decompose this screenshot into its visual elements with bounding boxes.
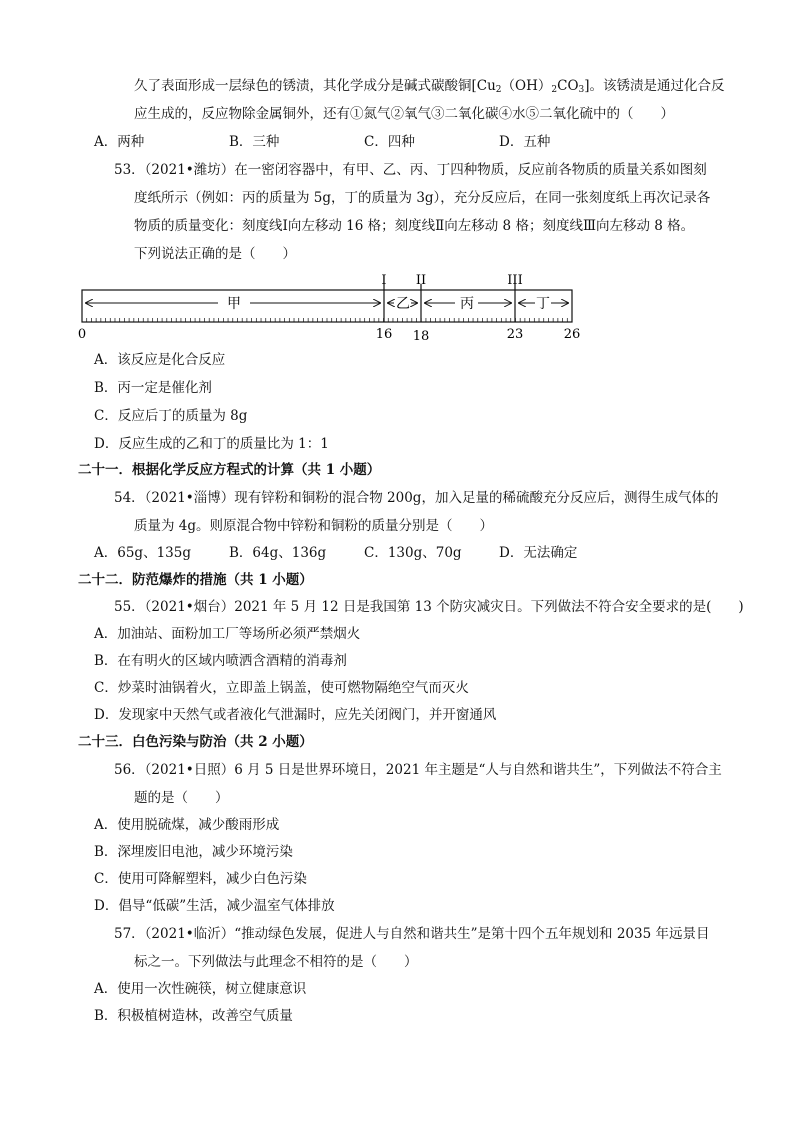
q54-line1: 54．（2021•淄博）现有锌粉和铜粉的混合物 200g，加入足量的稀硫酸充分反应后，测得生成气体的 — [114, 490, 719, 506]
q52-option-a: A．两种 — [94, 134, 145, 150]
segment-jia-label: 甲 — [227, 296, 241, 312]
segment-bing-label: 丙 — [460, 296, 474, 312]
q56-option-c: C．使用可降解塑料，减少白色污染 — [94, 871, 307, 887]
q56-line1: 56．（2021•日照）6 月 5 日是世界环境日，2021 年主题是“人与自然和谐共生”，下列做法不符合主 — [114, 762, 722, 778]
q54-option-c: C．130g、70g — [364, 545, 462, 561]
q55-option-c: C．炒菜时油锅着火，立即盖上锅盖，使可燃物隔绝空气而灭火 — [94, 680, 469, 696]
q53-option-b: B．丙一定是催化剂 — [94, 380, 212, 396]
q53-line2: 度纸所示（例如：丙的质量为 5g，丁的质量为 3g），充分反应后，在同一张刻度纸上再次记录各 — [134, 190, 711, 206]
segment-yi-label: 乙 — [396, 296, 410, 312]
tick-16: 16 — [375, 327, 393, 342]
section-23-heading: 二十三．白色污染与防治（共 2 小题） — [78, 734, 313, 750]
q53-option-a: A．该反应是化合反应 — [94, 352, 226, 368]
q53-option-c: C．反应后丁的质量为 8g — [94, 408, 248, 424]
section-21-heading: 二十一．根据化学反应方程式的计算（共 1 小题） — [78, 462, 381, 478]
q53-line4: 下列说法正确的是（ ） — [134, 246, 296, 262]
q54-options — [94, 543, 634, 563]
q52-line1: 久了表面形成一层绿色的锈渍，其化学成分是碱式碳酸铜$[Cu_2(OH)_2CO_3]$。该锈渍是通过化合反 — [134, 78, 725, 95]
q52-option-c: C．四种 — [364, 134, 415, 150]
marker-i-label: I — [381, 273, 387, 288]
q54-option-a: A．65g、135g — [94, 545, 191, 561]
q52-option-b: B．三种 — [229, 134, 280, 150]
q57-option-a: A．使用一次性碗筷，树立健康意识 — [94, 981, 307, 997]
tick-26: 26 — [563, 327, 581, 342]
q54-option-b: B．64g、136g — [229, 545, 327, 561]
q56-option-d: D．倡导“低碳”生活，减少温室气体排放 — [94, 898, 335, 914]
ruler-box — [82, 290, 572, 322]
q52-option-d: D．五种 — [499, 134, 551, 150]
q57-line1: 57．（2021•临沂）“推动绿色发展，促进人与自然和谐共生”是第十四个五年规划和 2035 年远景目 — [114, 926, 710, 942]
q55-line1: 55．（2021•烟台）2021 年 5 月 12 日是我国第 13 个防灾减灾日。下列做法不符合安全要求的是( ) — [114, 599, 744, 615]
segment-ding-label: 丁 — [536, 296, 550, 312]
q55-option-b: B．在有明火的区域内喷洒含酒精的消毒剂 — [94, 653, 347, 669]
q56-option-a: A．使用脱硫煤，减少酸雨形成 — [94, 817, 280, 833]
q57-option-b: B．积极植树造林，改善空气质量 — [94, 1008, 293, 1024]
q56-line2: 题的是（ ） — [134, 790, 229, 806]
scale-paper-diagram — [0, 0, 794, 350]
tick-23: 23 — [506, 327, 524, 342]
q52-line2: 应生成的，反应物除金属铜外，还有①氮气②氧气③二氧化碳④水⑤二氧化硫中的（ ） — [134, 106, 674, 122]
marker-iii-label: III — [507, 273, 523, 288]
q57-line2: 标之一。下列做法与此理念不相符的是（ ） — [134, 954, 418, 970]
ruler-minor-ticks — [87, 318, 568, 322]
section-22-heading: 二十二．防范爆炸的措施（共 1 小题） — [78, 572, 313, 588]
q53-option-d: D．反应生成的乙和丁的质量比为 1：1 — [94, 436, 329, 452]
q56-option-b: B．深埋废旧电池，减少环境污染 — [94, 844, 293, 860]
q53-line1: 53．（2021•潍坊）在一密闭容器中，有甲、乙、丙、丁四种物质，反应前各物质的质量关系如图刻 — [114, 162, 707, 178]
tick-18: 18 — [412, 329, 430, 344]
tick-0: 0 — [77, 327, 87, 342]
q54-option-d: D．无法确定 — [499, 545, 578, 561]
q55-option-a: A．加油站、面粉加工厂等场所必须严禁烟火 — [94, 626, 361, 642]
q53-line3: 物质的质量变化：刻度线Ⅰ向左移动 16 格；刻度线Ⅱ向左移动 8 格；刻度线Ⅲ向左移动 8 格。 — [134, 218, 695, 234]
q55-option-d: D．发现家中天然气或者液化气泄漏时，应先关闭阀门，并开窗通风 — [94, 707, 497, 723]
marker-ii-label: II — [415, 273, 427, 288]
q54-line2: 质量为 4g。则原混合物中锌粉和铜粉的质量分别是（ ） — [134, 518, 494, 534]
